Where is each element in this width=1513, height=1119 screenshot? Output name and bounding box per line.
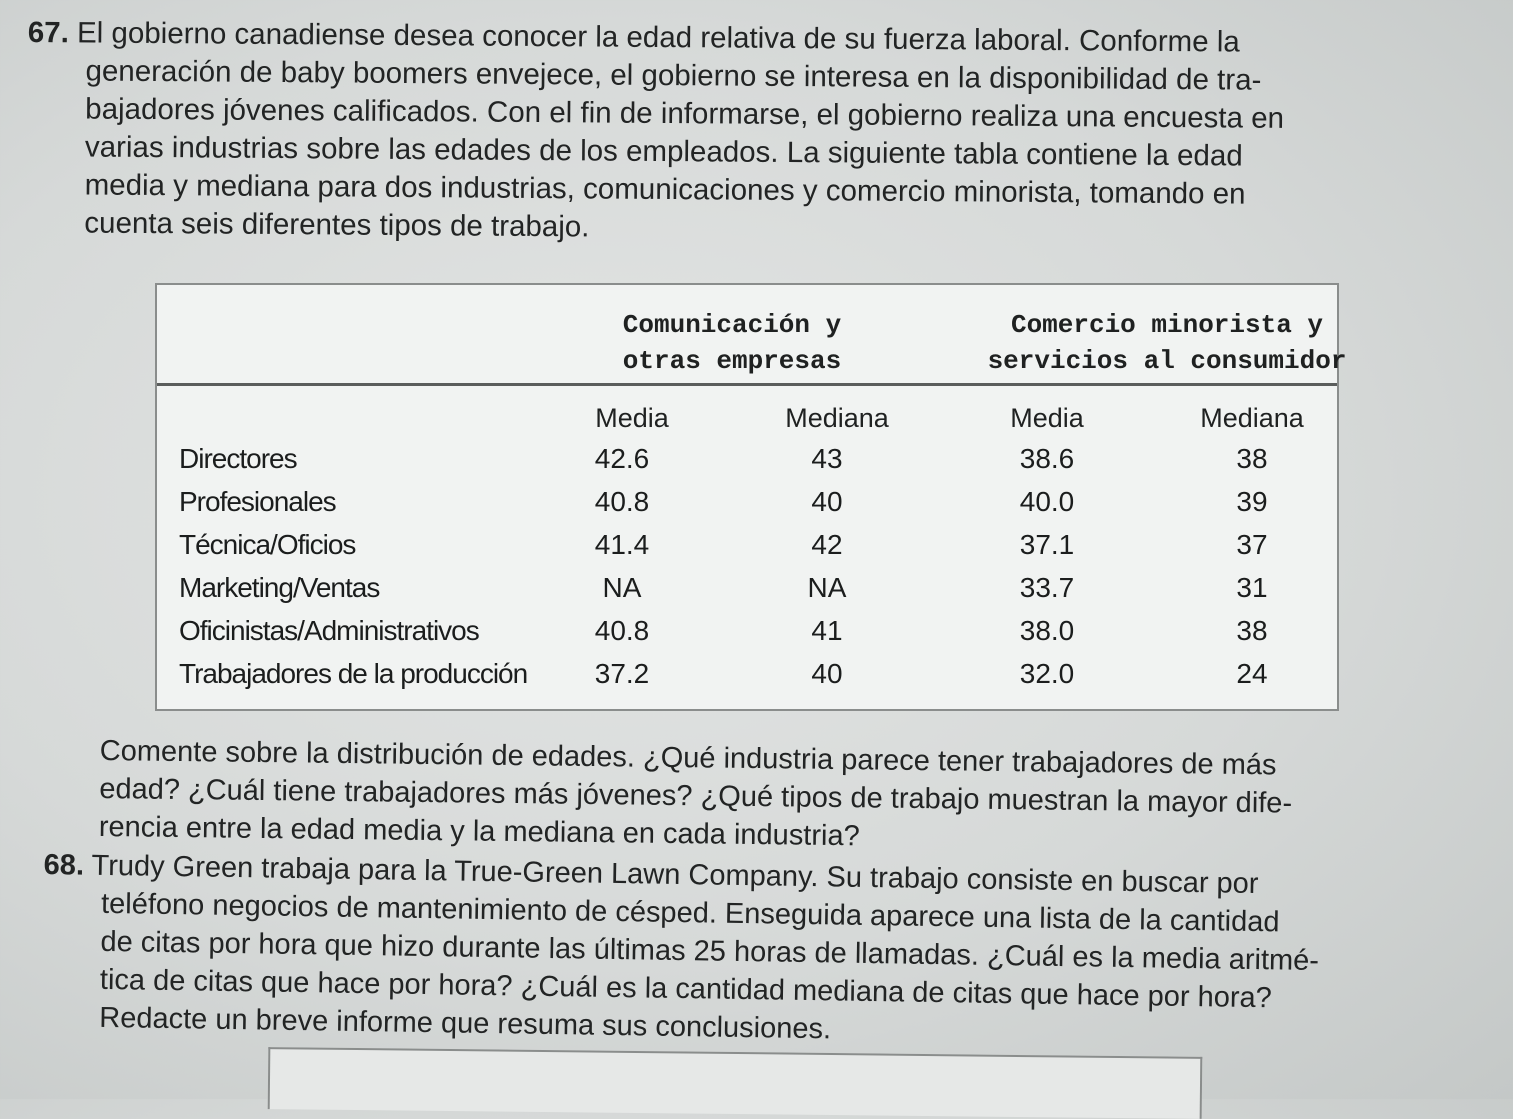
problem-68-number: 68. [43,848,85,882]
cell: 37.2 [594,658,650,689]
group-header-line: Comercio minorista y [1010,310,1324,340]
row-label: Trabajadores de la producción [179,658,528,689]
cell: 40.8 [594,615,650,646]
cell: 43 [811,443,843,474]
subheader-media-1: Media [595,403,669,433]
cell: 31 [1236,572,1268,603]
problem-67-line-6: cuenta seis diferentes tipos de trabajo. [84,206,590,244]
subheader-media-2: Media [1010,403,1084,433]
cell: 40 [811,486,843,517]
cell: 42 [811,529,843,560]
row-label: Profesionales [179,486,336,517]
cell: 32.0 [1019,658,1075,689]
problem-67-line-3: bajadores jóvenes calificados. Con el fin de informarse, el gobierno realiza una encuesta en [85,92,1285,135]
problem-67-questions [99,732,1450,862]
problem-68-line-5: Redacte un breve informe que resuma sus conclusiones. [99,1001,832,1046]
cell: 33.7 [1019,572,1075,603]
subheader-mediana-2: Mediana [1200,403,1304,433]
cell: 40.8 [594,486,650,517]
problem-67-line-5: media y mediana para dos industrias, comunicaciones y comercio minorista, tomando en [84,168,1246,211]
table-row [157,529,1337,571]
question-line: rencia entre la edad media y la mediana en cada industria? [98,810,860,853]
table-row [157,658,1337,700]
problem-68-line-1: Trudy Green trabaja para la True-Green Lawn Company. Su trabajo consiste en buscar por [91,849,1259,901]
cell: 38.0 [1019,615,1075,646]
cell: 38 [1236,443,1268,474]
cell: 40 [811,658,843,689]
table-row [157,443,1337,485]
problem-67-line-4: varias industrias sobre las edades de los empleados. La siguiente tabla contiene la edad [84,130,1243,173]
group-header-line: otras empresas [622,346,842,376]
problem-68-line-3: de citas por hora que hizo durante las últimas 25 horas de llamadas. ¿Cuál es la media aritmé- [100,925,1320,978]
question-line: edad? ¿Cuál tiene trabajadores más jóvenes? ¿Qué tipos de trabajo muestran la mayor dife- [99,772,1293,820]
data-list-box [268,1047,1203,1119]
group-header-line: Comunicación y [622,310,842,340]
row-label: Marketing/Ventas [179,572,380,603]
problem-67-line-2: generación de baby boomers envejece, el gobierno se interesa en la disponibilidad de tra- [85,54,1262,97]
cell: 37.1 [1019,529,1075,560]
problem-67-number: 67. [27,15,69,50]
cell: 39 [1236,486,1268,517]
cell: 41.4 [594,529,650,560]
row-label: Técnica/Oficios [179,529,356,560]
cell: 38 [1236,615,1268,646]
group-header-retail [957,307,1377,379]
cell: NA [602,572,642,603]
cell: 42.6 [594,443,650,474]
group-header-line: servicios al consumidor [987,346,1347,376]
table-header [157,285,1347,386]
question-line: Comente sobre la distribución de edades. ¿Qué industria parece tener trabajadores de más [99,734,1277,782]
problem-67 [26,14,1473,253]
table-row [157,486,1337,528]
row-label: Directores [179,443,297,474]
group-header-communication [537,307,927,379]
cell: 37 [1236,529,1268,560]
age-table [155,283,1347,711]
problem-68-line-4: tica de citas que hace por hora? ¿Cuál es la cantidad mediana de citas que hace por hora? [99,963,1273,1015]
row-label: Oficinistas/Administrativos [179,615,479,646]
subheader-mediana-1: Mediana [785,403,889,433]
cell: NA [807,572,847,603]
cell: 40.0 [1019,486,1075,517]
problem-67-line-1: El gobierno canadiense desea conocer la edad relativa de su fuerza laboral. Conforme la [76,16,1240,59]
cell: 24 [1236,658,1268,689]
cell: 41 [811,615,843,646]
table-row [157,615,1337,657]
problem-68-line-2: teléfono negocios de mantenimiento de césped. Enseguida aparece una lista de la cantidad [100,887,1280,939]
cell: 38.6 [1019,443,1075,474]
problem-68 [41,846,1444,1058]
table-row [157,572,1337,614]
